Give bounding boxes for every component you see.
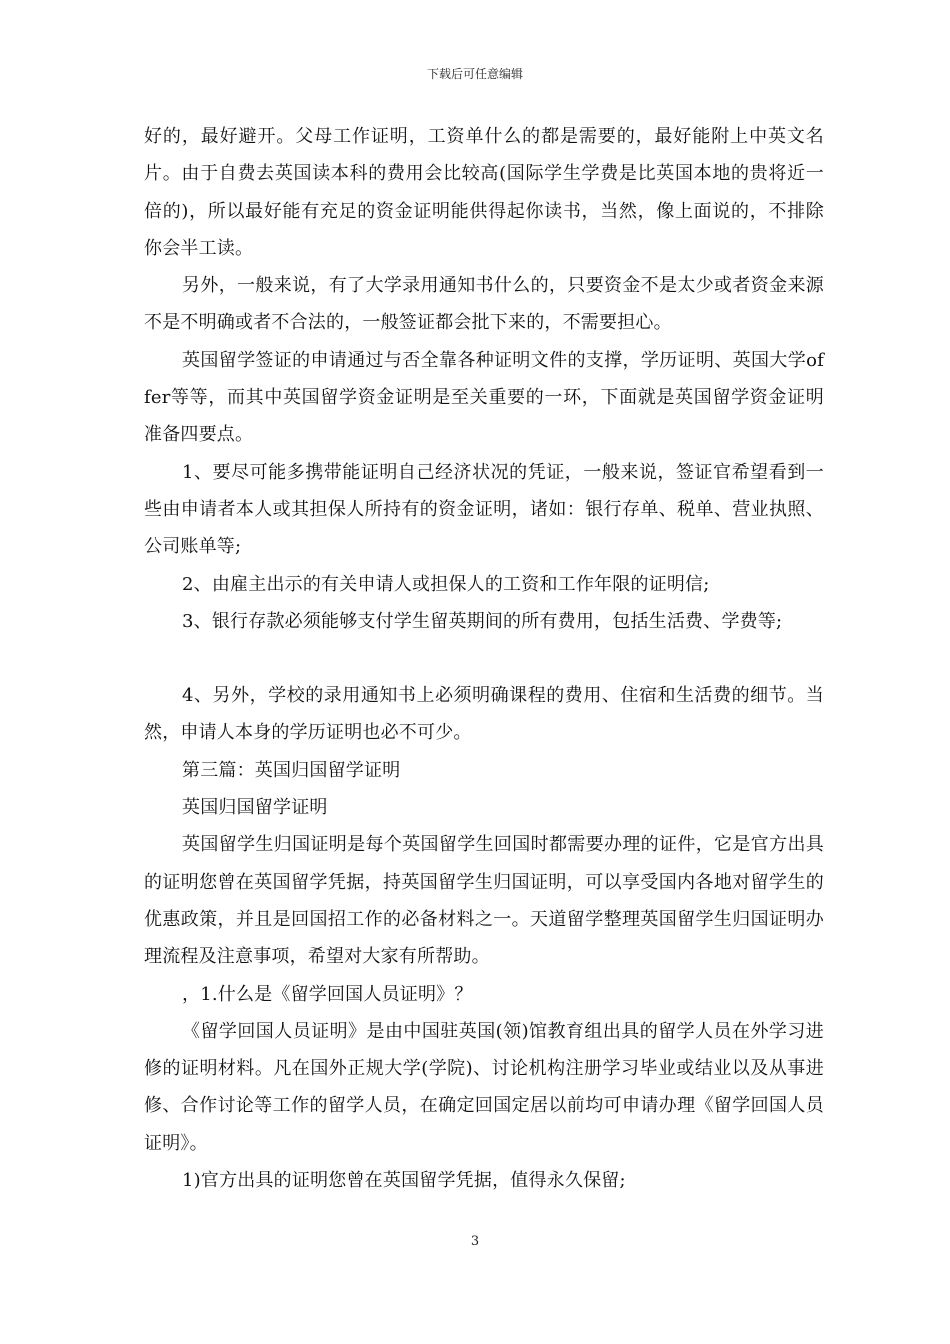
blank-line [144,640,824,677]
list-item-point-3: 3、银行存款必须能够支付学生留英期间的所有费用，包括生活费、学费等; [182,610,783,632]
list-item-point-4: 4、另外，学校的录用通知书上必须明确课程的费用、住宿和生活费的细节。当然，申请人本身的学历证明也必不可少。 [144,685,824,744]
question-heading: ，1.什么是《留学回国人员证明》？ [182,983,473,1005]
document-body [144,118,824,1199]
paragraph-certificate-definition: 《留学回国人员证明》是由中国驻英国(领)馆教育组出具的留学人员在外学习进修的证明材料。凡在国外正规大学(学院)、讨论机构注册学习毕业或结业以及从事进修、合作讨论等工作的留学人员，在确定回国定居以前均可申请办理《留学回国人员证明》。 [144,1020,824,1154]
section-subtitle: 英国归国留学证明 [182,797,328,819]
list-item-point-2: 2、由雇主出示的有关申请人或担保人的工资和工作年限的证明信; [182,573,710,595]
page-number: 3 [470,1234,480,1249]
list-item-point-1: 1、要尽可能多携带能证明自己经济状况的凭证，一般来说，签证官希望看到一些由申请者本人或其担保人所持有的资金证明，诸如：银行存单、税单、营业执照、公司账单等; [144,461,824,558]
paragraph-funding-advice: 好的，最好避开。父母工作证明，工资单什么的都是需要的，最好能附上中英文名片。由于自费去英国读本科的费用会比较高(国际学生学费是比英国本地的贵将近一倍的)，所以最好能有充足的资金证明能供得起你读书，当然，像上面说的，不排除你会半工读。 [144,126,824,259]
paragraph-visa-approval: 另外，一般来说，有了大学录用通知书什么的，只要资金不是太少或者资金来源不是不明确或者不合法的，一般签证都会批下来的，不需要担心。 [144,275,824,334]
page-header-note: 下载后可任意编辑 [426,67,523,81]
section-title: 第三篇：英国归国留学证明 [182,759,401,781]
paragraph-visa-documents: 英国留学签证的申请通过与否全靠各种证明文件的支撑，学历证明、英国大学offer等等，而其中英国留学资金证明是至关重要的一环，下面就是英国留学资金证明准备四要点。 [144,349,824,446]
paragraph-return-certificate-intro: 英国留学生归国证明是每个英国留学生回国时都需要办理的证件，它是官方出具的证明您曾在英国留学凭据，持英国留学生归国证明，可以享受国内各地对留学生的优惠政策，并且是回国招工作的必备材料之一。天道留学整理英国留学生归国证明办理流程及注意事项，希望对大家有所帮助。 [144,834,824,968]
list-item-benefit-1: 1)官方出具的证明您曾在英国留学凭据，值得永久保留; [182,1170,626,1192]
